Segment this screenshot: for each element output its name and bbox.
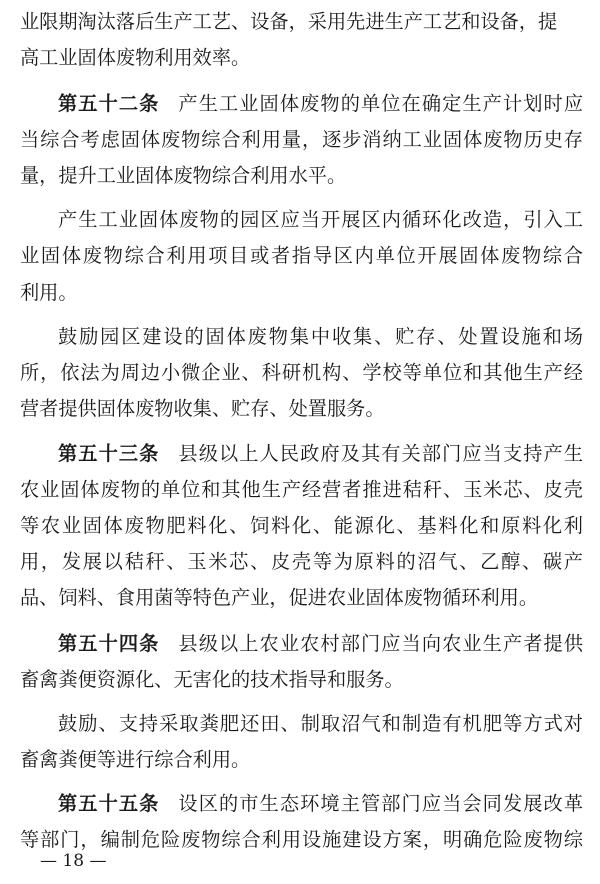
text-line: 量，提升工业固体废物综合利用水平。 <box>20 164 347 187</box>
text-line: 鼓励、支持采取粪肥还田、制取沼气和制造有机肥等方式对 <box>58 712 583 735</box>
text-line <box>0 86 600 122</box>
text-line <box>0 626 600 662</box>
text-line <box>0 786 600 822</box>
text-line: 农业固体废物的单位和其他生产经营者推进秸秆、玉米芯、皮壳 <box>20 478 583 501</box>
page-number: — 18 — <box>40 851 107 871</box>
text-line: 畜禽粪便资源化、无害化的技术指导和服务。 <box>20 668 404 691</box>
article-text: 产生工业固体废物的单位在确定生产计划时应 <box>178 92 584 115</box>
text-line: 畜禽粪便等进行综合利用。 <box>20 748 251 771</box>
text-line: 品、饲料、食用菌等特色产业，促进农业固体废物循环利用。 <box>20 586 539 609</box>
text-line: 营者提供固体废物收集、贮存、处置服务。 <box>20 397 385 420</box>
text-line: 高工业固体废物利用效率。 <box>20 46 251 69</box>
article-number: 第五十五条 <box>58 792 160 815</box>
text-line: 用，发展以秸秆、玉米芯、皮壳等为原料的沼气、乙醇、碳产 <box>20 550 583 573</box>
text-line: 当综合考虑固体废物综合利用量，逐步消纳工业固体废物历史存 <box>20 128 583 151</box>
text-line <box>0 436 600 472</box>
text-line: 业固体废物综合利用项目或者指导区内单位开展固体废物综合 <box>20 244 583 267</box>
article-number: 第五十二条 <box>58 92 160 115</box>
article-number: 第五十四条 <box>58 632 160 655</box>
text-line: 鼓励园区建设的固体废物集中收集、贮存、处置设施和场 <box>58 325 583 348</box>
article-text: 设区的市生态环境主管部门应当会同发展改革 <box>178 792 584 815</box>
text-line: 产生工业固体废物的园区应当开展区内循环化改造，引入工 <box>58 208 583 231</box>
text-line: 等部门，编制危险废物综合利用设施建设方案，明确危险废物综 <box>20 828 583 851</box>
text-line: 利用。 <box>20 281 78 304</box>
text-line: 等农业固体废物肥料化、饲料化、能源化、基料化和原料化利 <box>20 514 583 537</box>
article-number: 第五十三条 <box>58 442 160 465</box>
text-line: 业限期淘汰落后生产工艺、设备，采用先进生产工艺和设备，提 <box>20 10 558 33</box>
article-text: 县级以上农业农村部门应当向农业生产者提供 <box>178 632 584 655</box>
text-line: 所，依法为周边小微企业、科研机构、学校等单位和其他生产经 <box>20 361 583 384</box>
article-text: 县级以上人民政府及其有关部门应当支持产生 <box>178 442 584 465</box>
